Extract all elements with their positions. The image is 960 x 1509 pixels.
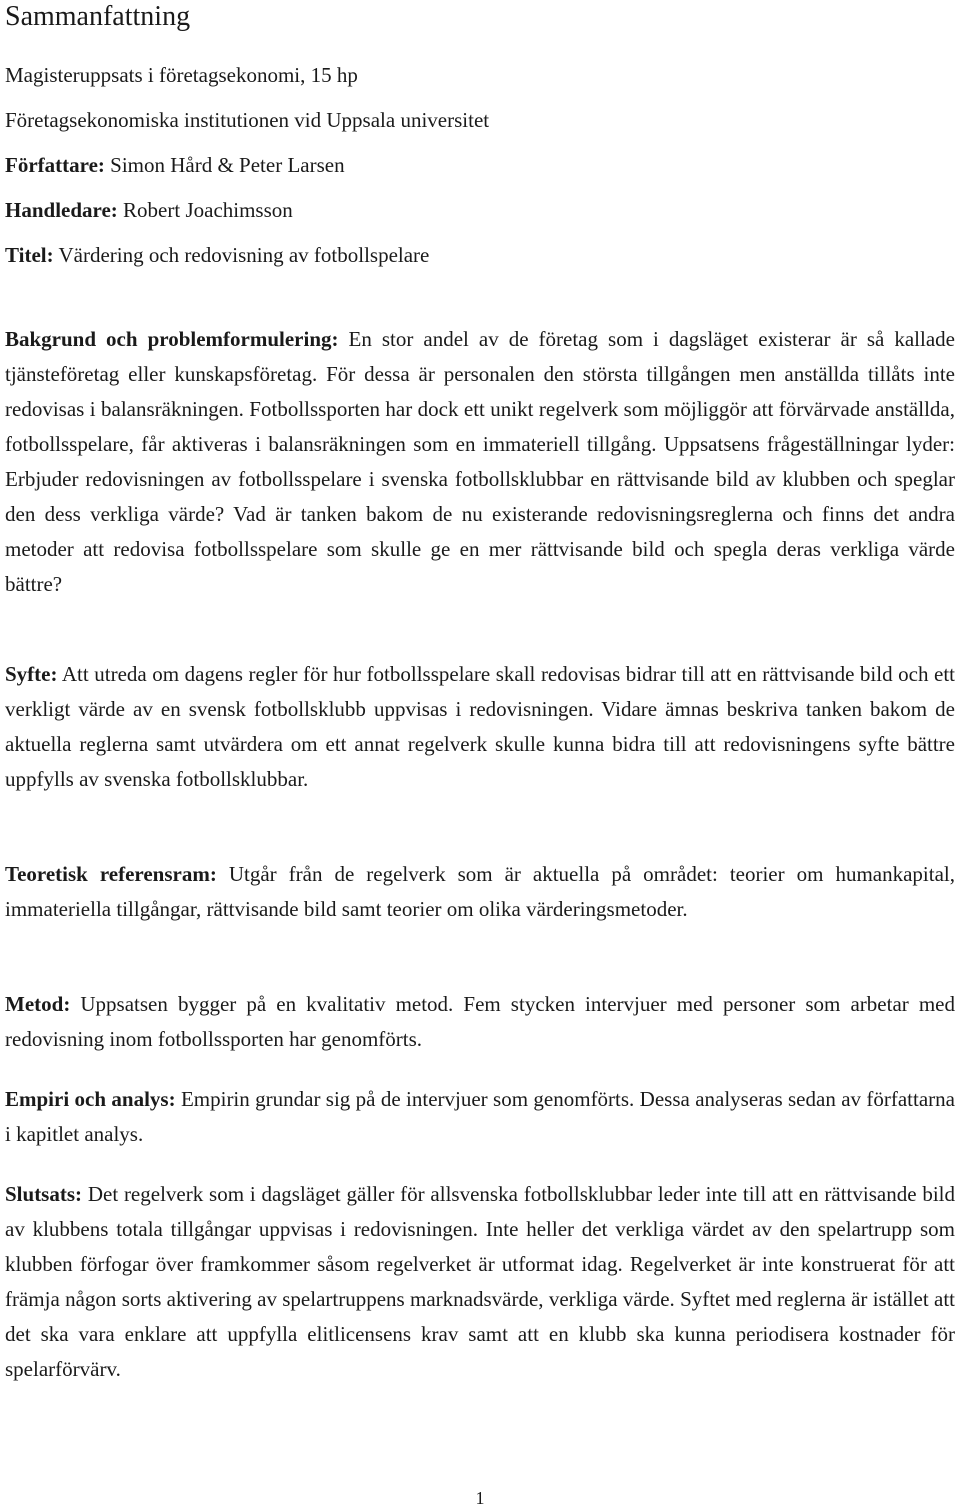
section-text: Att utreda om dagens regler för hur fotbollsspelare skall redovisas bidrar till att en rättvisande bild och ett verkligt värde av en svensk fotbollsklubb uppvisas i redovisningen. Vidare ämnas beskriva tanken bakom de aktuella reglerna samt utvärdera om ett annat regelverk skulle kunna bidra till att redovisningens syfte bättre uppfylls av svenska fotbollsklubbar. xyxy=(5,662,955,791)
supervisor-value: Robert Joachimsson xyxy=(117,198,293,222)
section-label: Slutsats: xyxy=(5,1182,83,1206)
section-label: Syfte: xyxy=(5,662,58,686)
authors-line xyxy=(5,148,489,193)
supervisor-label: Handledare: xyxy=(5,198,118,222)
authors-value: Simon Hård & Peter Larsen xyxy=(104,153,345,177)
course-line: Magisteruppsats i företagsekonomi, 15 hp xyxy=(5,63,358,87)
title-label: Titel: xyxy=(5,243,54,267)
department-line: Företagsekonomiska institutionen vid Uppsala universitet xyxy=(5,108,490,132)
page-number: 1 xyxy=(475,1488,485,1508)
section-label: Teoretisk referensram: xyxy=(5,862,217,886)
section-metod xyxy=(5,987,955,1057)
section-text: Det regelverk som i dagsläget gäller för allsvenska fotbollsklubbar leder inte till att en rättvisande bild av klubbens totala tillgångar uppvisas i redovisningen. Inte heller det verkliga värdet av den spelartrupp som klubben förfogar över framkommer såsom regelverket är utformat idag. Regelverket är inte konstruerat för att främja någon sorts aktivering av spelartruppens marknadsvärde, verkliga värde. Syftet med reglerna är istället att det ska vara enklare att uppfylla elitlicensens krav samt att en klubb ska kunna periodisera kostnader för spelarförvärv. xyxy=(5,1182,955,1381)
section-teoretisk-referensram xyxy=(5,857,955,927)
section-label: Bakgrund och problemformulering: xyxy=(5,327,339,351)
section-slutsats xyxy=(5,1177,955,1387)
authors-label: Författare: xyxy=(5,153,105,177)
section-empiri-och-analys xyxy=(5,1082,955,1152)
title-line xyxy=(5,238,489,283)
section-syfte xyxy=(5,657,955,797)
section-label: Empiri och analys: xyxy=(5,1087,176,1111)
thesis-metadata xyxy=(5,58,489,283)
section-text: Uppsatsen bygger på en kvalitativ metod. Fem stycken intervjuer med personer som arbetar med redovisning inom fotbollssporten har genomförts. xyxy=(5,992,955,1051)
title-value: Värdering och redovisning av fotbollspelare xyxy=(53,243,430,267)
section-label: Metod: xyxy=(5,992,71,1016)
section-text: En stor andel av de företag som i dagsläget existerar är så kallade tjänsteföretag eller kunskapsföretag. För dessa är personalen den största tillgången men anställda tillåts inte redovisas i balansräkningen. Fotbollssporten har dock ett unikt regelverk som möjliggör att förvärvade anställda, fotbollsspelare, får aktiveras i balansräkningen som en immateriell tillgång. Uppsatsens frågeställningar lyder: Erbjuder redovisningen av fotbollsspelare i svenska fotbollsklubbar en rättvisande bild av klubben och speglar den dess verkliga värde? Vad är tanken bakom de nu existerande redovisningsreglerna och finns det andra metoder att redovisa fotbollsspelare som skulle ge en mer rättvisande bild och spegla deras verkliga värde bättre? xyxy=(5,327,955,596)
page-title: Sammanfattning xyxy=(5,1,191,32)
section-text: Utgår från de regelverk som är aktuella på området: teorier om humankapital, immateriella tillgångar, rättvisande bild samt teorier om olika värderingsmetoder. xyxy=(5,862,955,921)
supervisor-line xyxy=(5,193,489,238)
section-bakgrund xyxy=(5,322,955,602)
section-text: Empirin grundar sig på de intervjuer som genomförts. Dessa analyseras sedan av författarna i kapitlet analys. xyxy=(5,1087,955,1146)
